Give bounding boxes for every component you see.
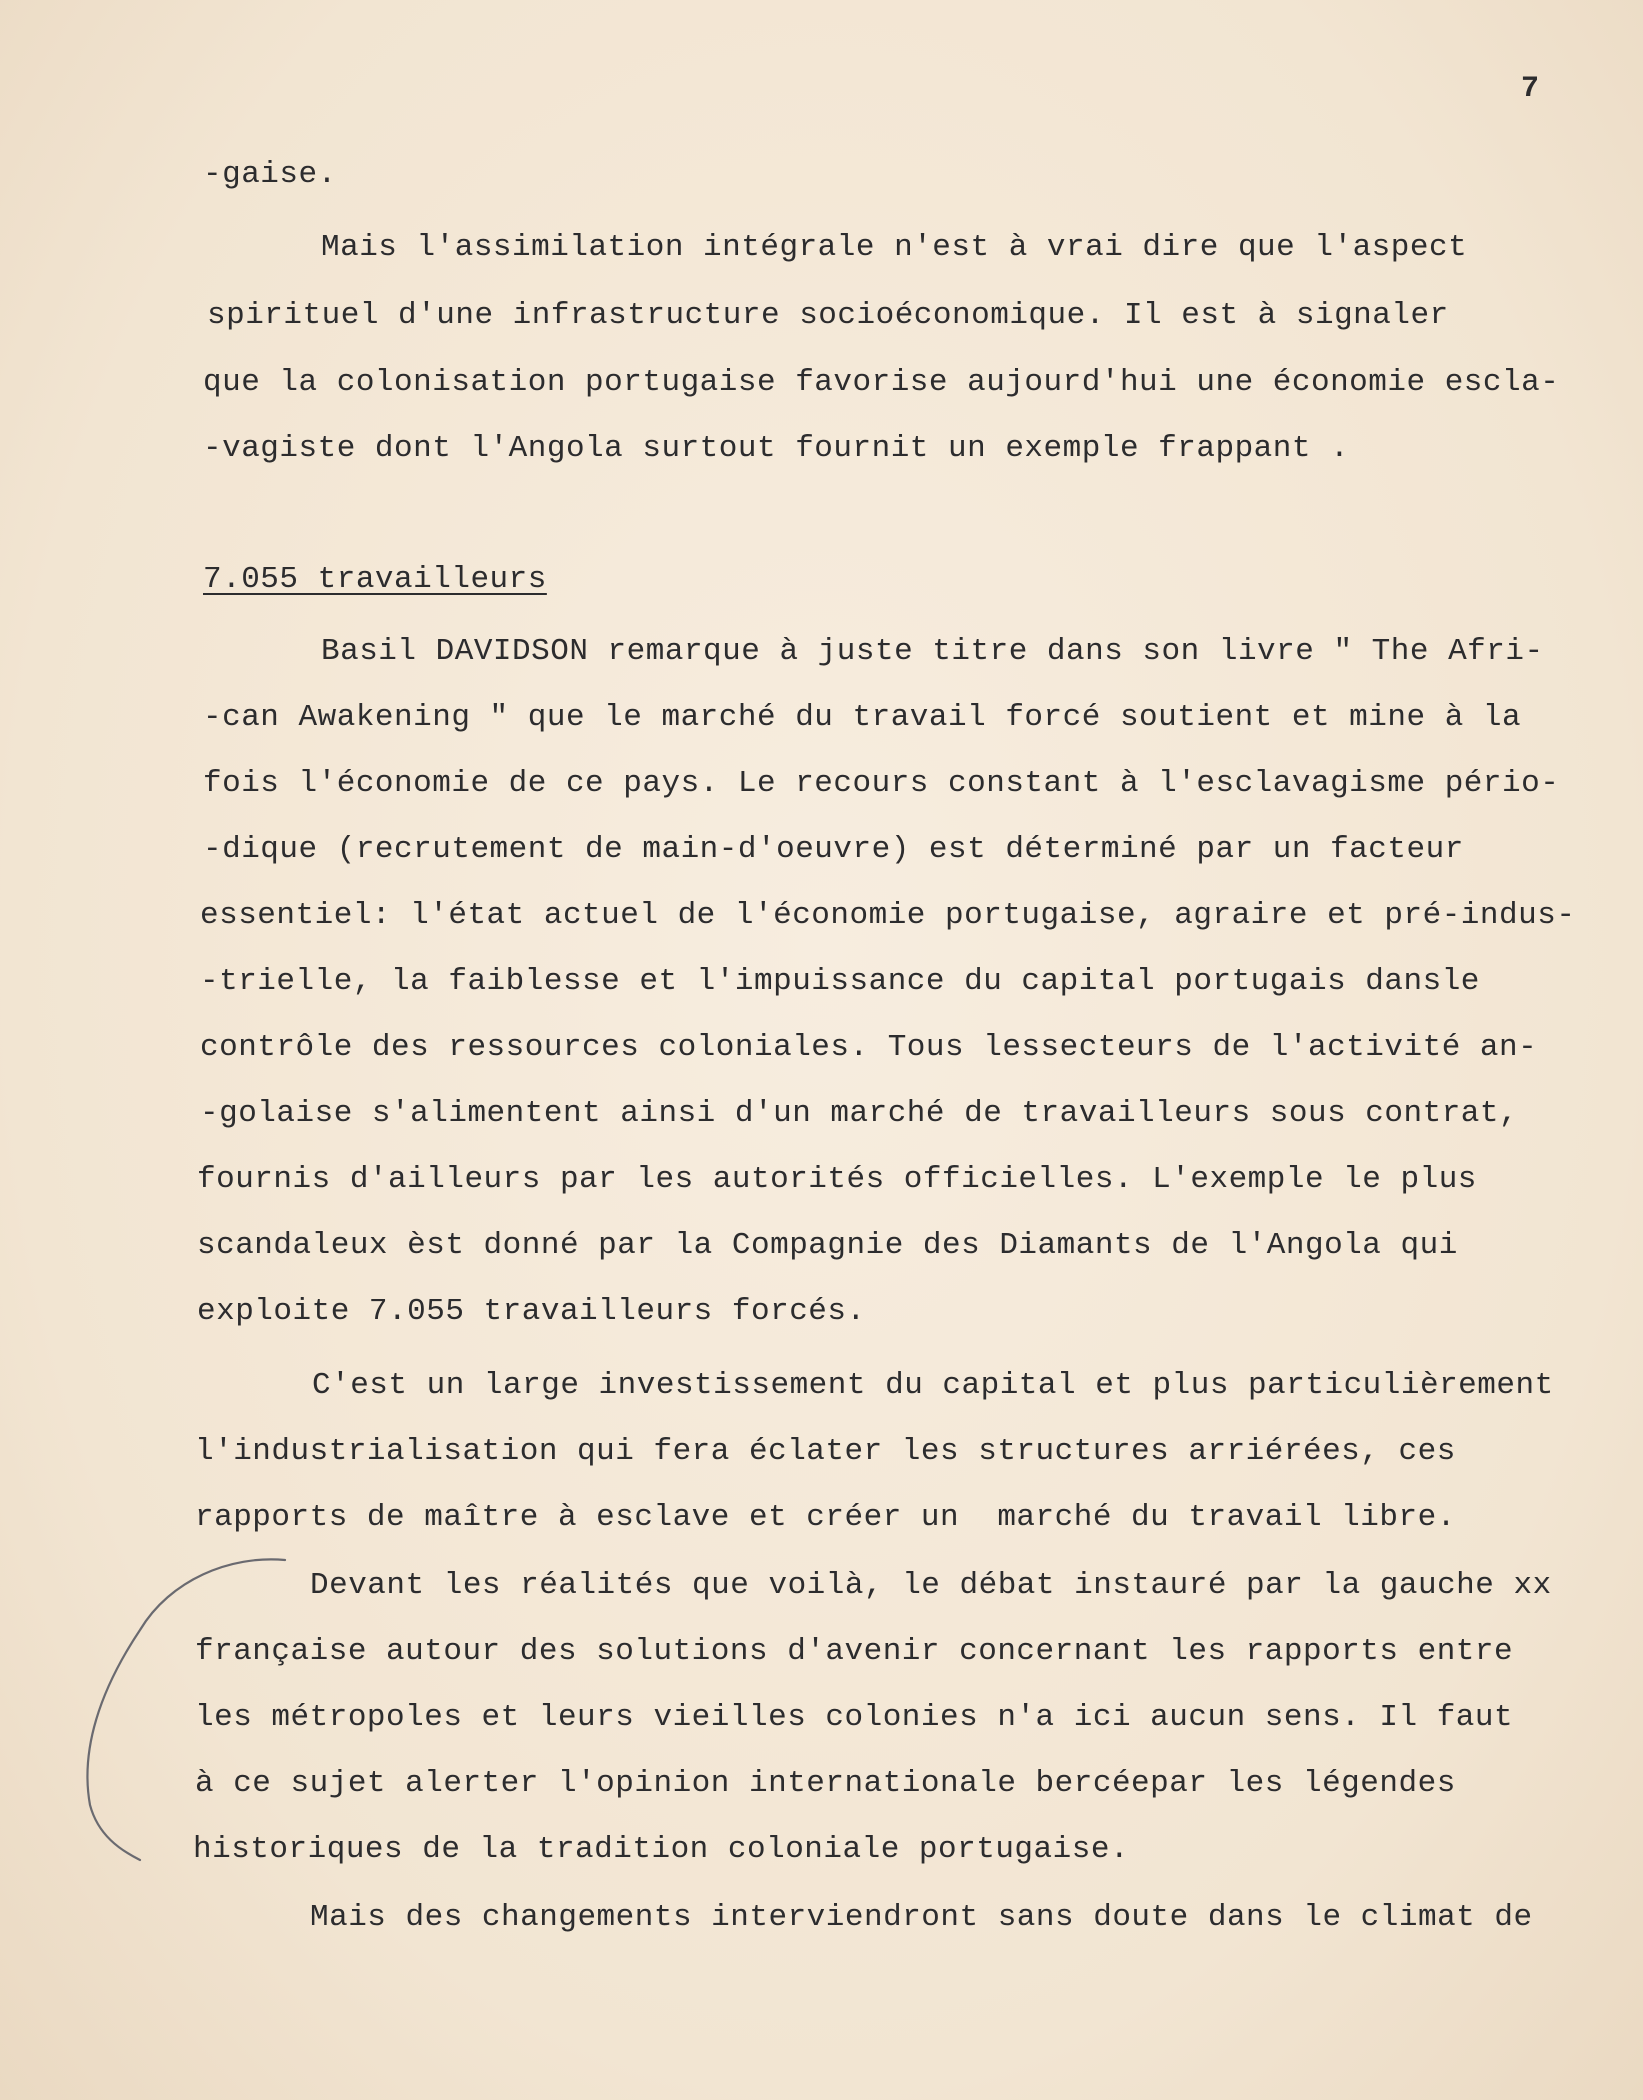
text-line: française autour des solutions d'avenir concernant les rapports entre bbox=[195, 1634, 1514, 1669]
text-line: exploite 7.055 travailleurs forcés. bbox=[197, 1294, 866, 1329]
text-line: -dique (recrutement de main-d'oeuvre) est déterminé par un facteur bbox=[203, 832, 1464, 867]
text-line: -gaise. bbox=[203, 157, 337, 192]
text-line: C'est un large investissement du capital et plus particulièrement bbox=[312, 1368, 1554, 1403]
text-line: que la colonisation portugaise favorise aujourd'hui une économie escla- bbox=[203, 365, 1560, 400]
text-line: scandaleux èst donné par la Compagnie des Diamants de l'Angola qui bbox=[197, 1228, 1458, 1263]
text-line: essentiel: l'état actuel de l'économie portugaise, agraire et pré-indus- bbox=[200, 898, 1576, 933]
text-line: -golaise s'alimentent ainsi d'un marché de travailleurs sous contrat, bbox=[200, 1096, 1519, 1131]
text-line: fournis d'ailleurs par les autorités officielles. L'exemple le plus bbox=[197, 1162, 1477, 1197]
text-line: à ce sujet alerter l'opinion internationale bercéepar les légendes bbox=[195, 1766, 1456, 1801]
text-line: -trielle, la faiblesse et l'impuissance du capital portugais dansle bbox=[200, 964, 1480, 999]
text-line: rapports de maître à esclave et créer un marché du travail libre. bbox=[195, 1500, 1456, 1535]
text-line: historiques de la tradition coloniale portugaise. bbox=[193, 1832, 1130, 1867]
text-line: les métropoles et leurs vieilles colonies n'a ici aucun sens. Il faut bbox=[195, 1700, 1514, 1735]
handwritten-margin-bracket bbox=[80, 1550, 310, 1870]
text-line: contrôle des ressources coloniales. Tous lessecteurs de l'activité an- bbox=[200, 1030, 1538, 1065]
text-line: fois l'économie de ce pays. Le recours constant à l'esclavagisme pério- bbox=[203, 766, 1560, 801]
text-line: Basil DAVIDSON remarque à juste titre dans son livre " The Afri- bbox=[321, 634, 1544, 669]
text-line: -can Awakening " que le marché du travail forcé soutient et mine à la bbox=[203, 700, 1522, 735]
text-line: -vagiste dont l'Angola surtout fournit un exemple frappant . bbox=[203, 431, 1350, 466]
text-line: Devant les réalités que voilà, le débat instauré par la gauche xx bbox=[310, 1568, 1552, 1603]
text-line: Mais l'assimilation intégrale n'est à vrai dire que l'aspect bbox=[321, 230, 1468, 265]
text-line: Mais des changements interviendront sans doute dans le climat de bbox=[310, 1900, 1533, 1935]
text-line: spirituel d'une infrastructure socioéconomique. Il est à signaler bbox=[207, 298, 1449, 333]
page-number: 7 bbox=[1521, 72, 1540, 106]
section-heading: 7.055 travailleurs bbox=[203, 562, 547, 597]
text-line: l'industrialisation qui fera éclater les structures arriérées, ces bbox=[195, 1434, 1456, 1469]
